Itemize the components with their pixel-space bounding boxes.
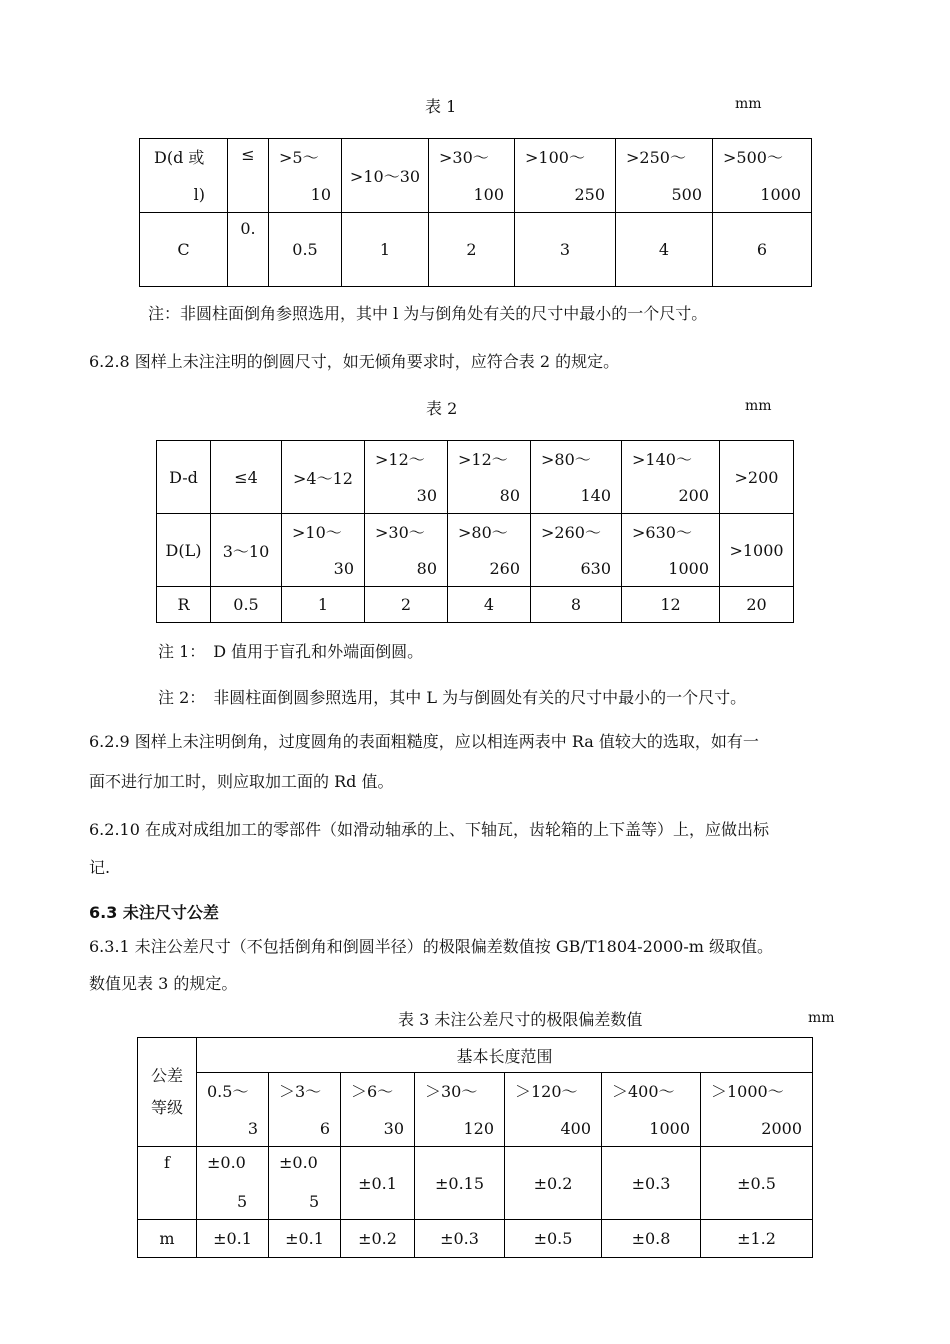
table2-row-label: D-d (157, 441, 211, 514)
table2-cell: 1 (282, 587, 365, 623)
table1-range: >10～30 (342, 139, 429, 213)
table3-corner-label: 公差 等级 (138, 1038, 197, 1147)
table2-cell: >260～ 630 (531, 514, 622, 587)
table3-unit: mm (808, 1010, 835, 1026)
table3-range: ＞120～ 400 (505, 1073, 602, 1147)
table2-cell: >80～ 260 (448, 514, 531, 587)
table3-cell: ±0.5 (701, 1147, 813, 1220)
para-6-2-9-line2: 面不进行加工时，则应取加工面的 Rd 值。 (89, 772, 394, 791)
table3-cell: ±0.1 (197, 1220, 269, 1258)
table2-cell: >12～ 80 (448, 441, 531, 514)
table2 (156, 440, 794, 623)
table3-range: ＞30～ 120 (415, 1073, 505, 1147)
table3-cell: ±0.1 (341, 1147, 415, 1220)
table2-cell: >4～12 (282, 441, 365, 514)
table3-cell: ±0.0 5 (197, 1147, 269, 1220)
table3-cell: ±0.3 (415, 1220, 505, 1258)
table3-cell: ±0.15 (415, 1147, 505, 1220)
table3-range: ＞3～ 6 (269, 1073, 341, 1147)
section-6-3-title: 6.3 未注尺寸公差 (89, 903, 219, 922)
para-6-2-9-line1: 6.2.9 图样上未注明倒角，过度圆角的表面粗糙度，应以相连两表中 Ra 值较大的选取，如有一 (89, 732, 759, 751)
table1-caption: 表 1 (425, 97, 457, 116)
table2-note2: 注 2： 非圆柱面倒圆参照选用，其中 L 为与倒圆处有关的尺寸中最小的一个尺寸。 (158, 688, 747, 707)
table2-cell: 12 (622, 587, 720, 623)
table3-caption: 表 3 未注公差尺寸的极限偏差数值 (398, 1010, 643, 1029)
table1-le-header: ≤ (228, 139, 269, 213)
table1-range: >500～ 1000 (713, 139, 812, 213)
table3-row-label: f (138, 1147, 197, 1220)
para-6-2-10-line1: 6.2.10 在成对成组加工的零部件（如滑动轴承的上、下轴瓦，齿轮箱的上下盖等）上，应做出标 (89, 820, 769, 839)
table2-cell: >12～ 30 (365, 441, 448, 514)
table1-range: >100～ 250 (515, 139, 616, 213)
table3-range: ＞1000～ 2000 (701, 1073, 813, 1147)
table2-cell: >140～ 200 (622, 441, 720, 514)
table3-range: ＞6～ 30 (341, 1073, 415, 1147)
table1-note: 注：非圆柱面倒角参照选用，其中 l 为与倒角处有关的尺寸中最小的一个尺寸。 (148, 304, 708, 323)
table3-span-header: 基本长度范围 (197, 1038, 813, 1073)
table2-row-label: R (157, 587, 211, 623)
table3-cell: ±0.3 (602, 1147, 701, 1220)
table1-cell: 6 (713, 213, 812, 287)
table3-range: 0.5～ 3 (197, 1073, 269, 1147)
table1-range: >5～ 10 (269, 139, 342, 213)
table3-cell: ±1.2 (701, 1220, 813, 1258)
table2-cell: >10～ 30 (282, 514, 365, 587)
table2-cell: >630～ 1000 (622, 514, 720, 587)
table2-cell: 0.5 (211, 587, 282, 623)
table2-row-label: D(L) (157, 514, 211, 587)
table3-cell: ±0.2 (505, 1147, 602, 1220)
table3-cell: ±0.1 (269, 1220, 341, 1258)
table1-row-label: C (140, 213, 228, 287)
table2-cell: >30～ 80 (365, 514, 448, 587)
table1-cell: 4 (616, 213, 713, 287)
table3-cell: ±0.2 (341, 1220, 415, 1258)
table1-cell: 0. (228, 213, 269, 287)
table2-cell: 8 (531, 587, 622, 623)
para-6-3-1-line1: 6.3.1 未注公差尺寸（不包括倒角和倒圆半径）的极限偏差数值按 GB/T1804-2000-m 级取值。 (89, 937, 773, 956)
table3 (137, 1037, 813, 1258)
table3-cell: ±0.5 (505, 1220, 602, 1258)
table3-range: ＞400～ 1000 (602, 1073, 701, 1147)
table2-cell: >200 (720, 441, 794, 514)
table1-cell: 1 (342, 213, 429, 287)
table1-range: >250～ 500 (616, 139, 713, 213)
table1-cell: 2 (429, 213, 515, 287)
para-6-3-1-line2: 数值见表 3 的规定。 (89, 974, 238, 993)
table2-unit: mm (745, 398, 772, 414)
table2-cell: ≤4 (211, 441, 282, 514)
table3-cell: ±0.0 5 (269, 1147, 341, 1220)
table2-caption: 表 2 (426, 399, 458, 418)
table2-cell: 3～10 (211, 514, 282, 587)
table2-note1: 注 1： D 值用于盲孔和外端面倒圆。 (158, 642, 424, 661)
table1-cell: 0.5 (269, 213, 342, 287)
table2-cell: 2 (365, 587, 448, 623)
para-6-2-10-line2: 记. (89, 858, 111, 877)
table1 (139, 138, 812, 287)
table1-unit: mm (735, 96, 762, 112)
table3-row-label: m (138, 1220, 197, 1258)
table2-cell: >1000 (720, 514, 794, 587)
para-6-2-8: 6.2.8 图样上未注注明的倒圆尺寸，如无倾角要求时，应符合表 2 的规定。 (89, 352, 620, 371)
table1-cell: 3 (515, 213, 616, 287)
table2-cell: 20 (720, 587, 794, 623)
table2-cell: >80～ 140 (531, 441, 622, 514)
table1-header-label: D(d 或 l) (140, 139, 228, 213)
table1-range: >30～ 100 (429, 139, 515, 213)
table3-cell: ±0.8 (602, 1220, 701, 1258)
table2-cell: 4 (448, 587, 531, 623)
